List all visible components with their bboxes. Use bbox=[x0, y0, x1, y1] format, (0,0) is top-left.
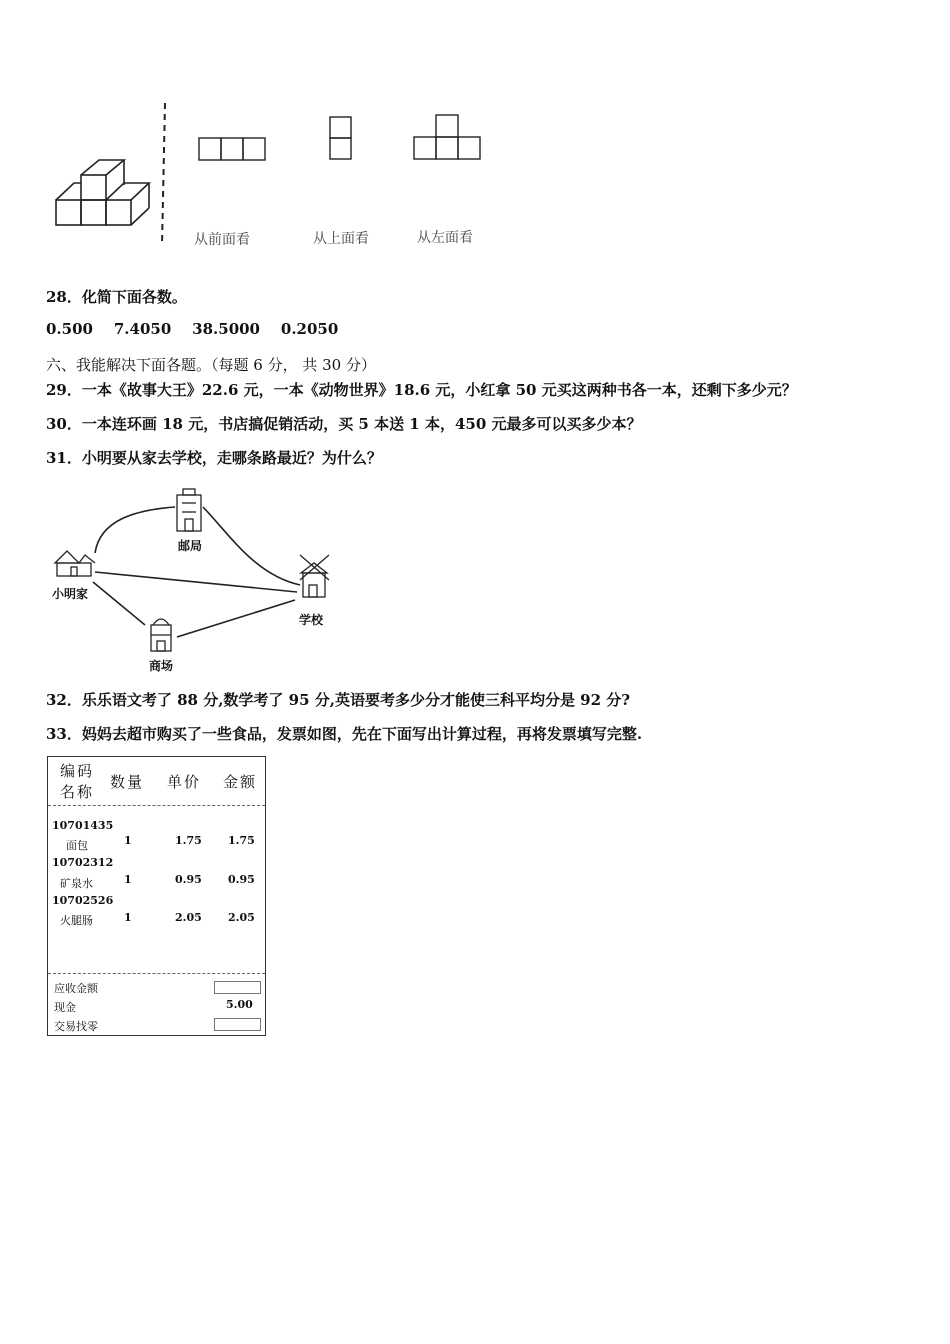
receipt-divider-top bbox=[48, 805, 265, 806]
route-mall-school bbox=[177, 600, 295, 637]
question-33: 33．妈妈去超市购买了一些食品，发票如图，先在下面写出计算过程，再将发票填写完整. bbox=[46, 725, 643, 743]
item-name: 火腿肠 bbox=[60, 914, 93, 927]
front-view bbox=[199, 138, 265, 160]
question-28: 28．化简下面各数。 bbox=[46, 288, 187, 306]
receipt bbox=[47, 756, 266, 1036]
routes bbox=[93, 507, 300, 637]
receipt-header-code: 编码 bbox=[60, 762, 95, 780]
amount-due-label: 应收金额 bbox=[54, 982, 98, 995]
question-28-numbers: 0.500 7.4050 38.5000 0.2050 bbox=[46, 320, 339, 338]
mall-label: 商场 bbox=[149, 659, 174, 673]
post-office-label: 邮局 bbox=[178, 539, 203, 553]
receipt-header-qty: 数量 bbox=[110, 773, 145, 791]
item-amount: 2.05 bbox=[228, 911, 255, 924]
top-view bbox=[330, 117, 351, 159]
cash-label: 现金 bbox=[54, 1001, 76, 1014]
item-code: 10701435 bbox=[52, 819, 114, 832]
receipt-header-amount: 金额 bbox=[223, 773, 258, 791]
change-label: 交易找零 bbox=[54, 1020, 98, 1033]
question-32: 32．乐乐语文考了 88 分,数学考了 95 分,英语要考多少分才能使三科平均分是 92 分? bbox=[46, 691, 631, 709]
item-amount: 0.95 bbox=[228, 873, 255, 886]
item-code: 10702526 bbox=[52, 894, 114, 907]
section-6-heading: 六、我能解决下面各题。（每题 6 分， 共 30 分） bbox=[46, 356, 376, 374]
route-map-drawing bbox=[45, 485, 345, 675]
windmill-icon bbox=[300, 555, 329, 597]
school-label: 学校 bbox=[299, 613, 324, 627]
question-31: 31．小明要从家去学校，走哪条路最近？为什么？ bbox=[46, 449, 382, 467]
item-name: 矿泉水 bbox=[60, 877, 93, 890]
house-icon bbox=[55, 551, 95, 576]
cash-value: 5.00 bbox=[226, 998, 253, 1011]
item-name: 面包 bbox=[66, 839, 88, 852]
route-home-school bbox=[95, 572, 297, 592]
cube-stack bbox=[56, 160, 149, 225]
left-view-label: 从左面看 bbox=[417, 230, 473, 246]
item-qty: 1 bbox=[124, 911, 132, 924]
receipt-header-name: 名称 bbox=[60, 783, 95, 801]
change-box[interactable] bbox=[214, 1018, 261, 1031]
item-price: 1.75 bbox=[175, 834, 202, 847]
front-view-label: 从前面看 bbox=[194, 232, 250, 248]
item-price: 0.95 bbox=[175, 873, 202, 886]
route-post-school bbox=[203, 507, 300, 585]
divider-line bbox=[162, 103, 165, 245]
question-30: 30．一本连环画 18 元，书店搞促销活动，买 5 本送 1 本，450 元最多可以买多少本？ bbox=[46, 415, 642, 433]
home-label: 小明家 bbox=[52, 587, 89, 601]
top-view-label: 从上面看 bbox=[313, 231, 369, 247]
item-qty: 1 bbox=[124, 834, 132, 847]
item-price: 2.05 bbox=[175, 911, 202, 924]
route-home-mall bbox=[93, 582, 145, 625]
mall-icon bbox=[151, 619, 171, 651]
route-home-post bbox=[95, 507, 175, 553]
receipt-header-price: 单价 bbox=[167, 773, 202, 791]
receipt-divider-bottom bbox=[48, 973, 265, 974]
item-amount: 1.75 bbox=[228, 834, 255, 847]
question-29: 29．一本《故事大王》22.6 元，一本《动物世界》18.6 元，小红拿 50 元买这两种书各一本，还剩下多少元？ bbox=[46, 381, 797, 399]
amount-due-box[interactable] bbox=[214, 981, 261, 994]
left-view bbox=[414, 115, 480, 159]
item-code: 10702312 bbox=[52, 856, 114, 869]
item-qty: 1 bbox=[124, 873, 132, 886]
post-office-icon bbox=[177, 489, 201, 531]
